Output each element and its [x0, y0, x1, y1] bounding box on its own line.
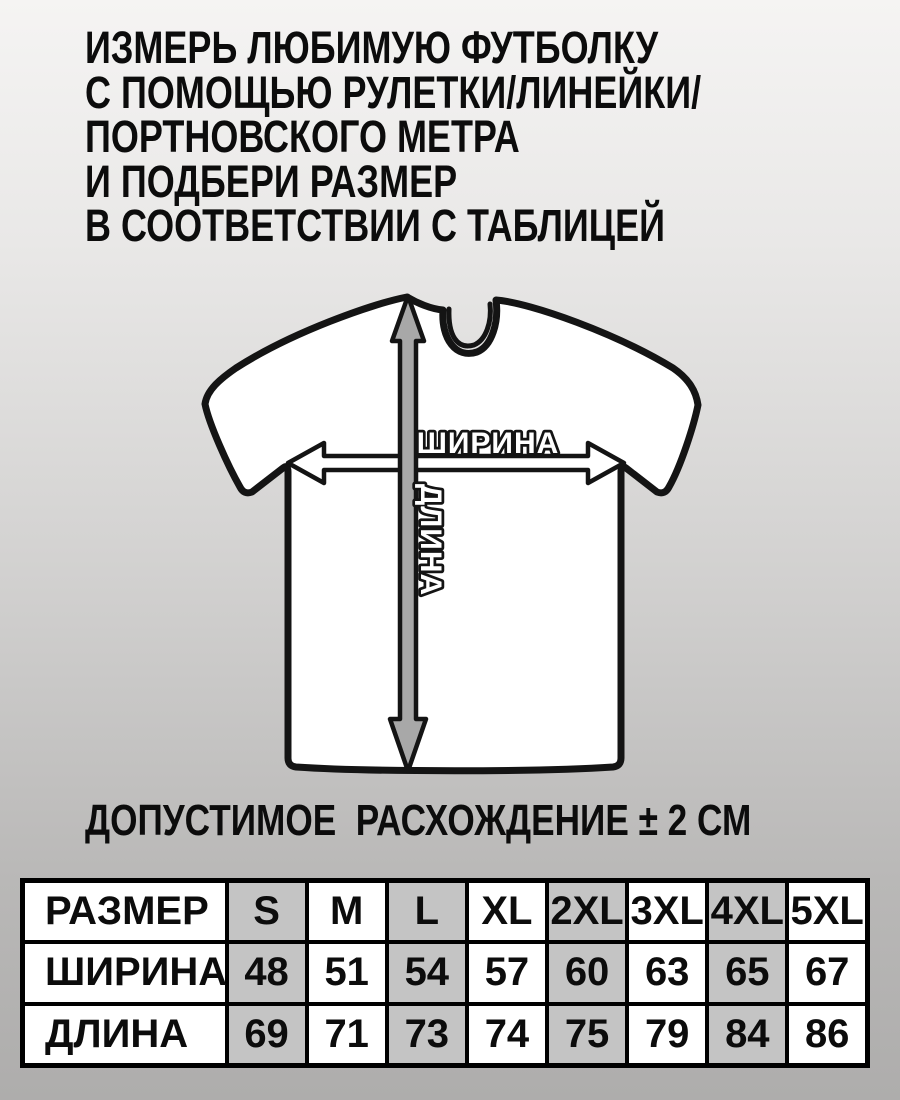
instruction-line: С ПОМОЩЬЮ РУЛЕТКИ/ЛИНЕЙКИ/	[85, 66, 702, 118]
size-table-header-row	[23, 881, 868, 943]
size-table	[20, 878, 870, 1068]
size-col-header: S	[227, 881, 307, 943]
width-row-label: ШИРИНА	[23, 942, 227, 1003]
width-row	[23, 942, 868, 1003]
width-value: 57	[467, 942, 547, 1003]
width-value: 67	[787, 942, 867, 1003]
length-arrow-label: ДЛИНА	[414, 483, 447, 597]
length-value: 86	[787, 1004, 867, 1066]
length-value: 84	[707, 1004, 787, 1066]
size-col-header: 3XL	[627, 881, 707, 943]
instruction-line: И ПОДБЕРИ РАЗМЕР	[85, 155, 458, 207]
width-value: 54	[387, 942, 467, 1003]
length-value: 75	[547, 1004, 627, 1066]
size-col-header: XL	[467, 881, 547, 943]
width-value: 60	[547, 942, 627, 1003]
size-col-header: L	[387, 881, 467, 943]
collar-inner-line	[449, 304, 490, 346]
size-row-label: РАЗМЕР	[23, 881, 227, 943]
instruction-line: В СООТВЕТСТВИИ С ТАБЛИЦЕЙ	[85, 200, 665, 251]
length-row-label: ДЛИНА	[23, 1004, 227, 1066]
instruction-line: ИЗМЕРЬ ЛЮБИМУЮ ФУТБОЛКУ	[85, 22, 659, 73]
length-value: 71	[307, 1004, 387, 1066]
width-value: 48	[227, 942, 307, 1003]
length-value: 79	[627, 1004, 707, 1066]
width-value: 63	[627, 942, 707, 1003]
length-row	[23, 1004, 868, 1066]
width-value: 65	[707, 942, 787, 1003]
instruction-line: ПОРТНОВСКОГО МЕТРА	[85, 111, 520, 162]
size-col-header: 4XL	[707, 881, 787, 943]
width-value: 51	[307, 942, 387, 1003]
size-col-header: M	[307, 881, 387, 943]
tshirt-outline	[205, 297, 698, 771]
length-value: 74	[467, 1004, 547, 1066]
length-value: 73	[387, 1004, 467, 1066]
tolerance-note: ДОПУСТИМОЕ РАСХОЖДЕНИЕ ± 2 СМ	[85, 796, 752, 845]
width-arrow-label: ШИРИНА	[416, 427, 560, 460]
length-value: 69	[227, 1004, 307, 1066]
size-col-header: 5XL	[787, 881, 867, 943]
size-col-header: 2XL	[547, 881, 627, 943]
